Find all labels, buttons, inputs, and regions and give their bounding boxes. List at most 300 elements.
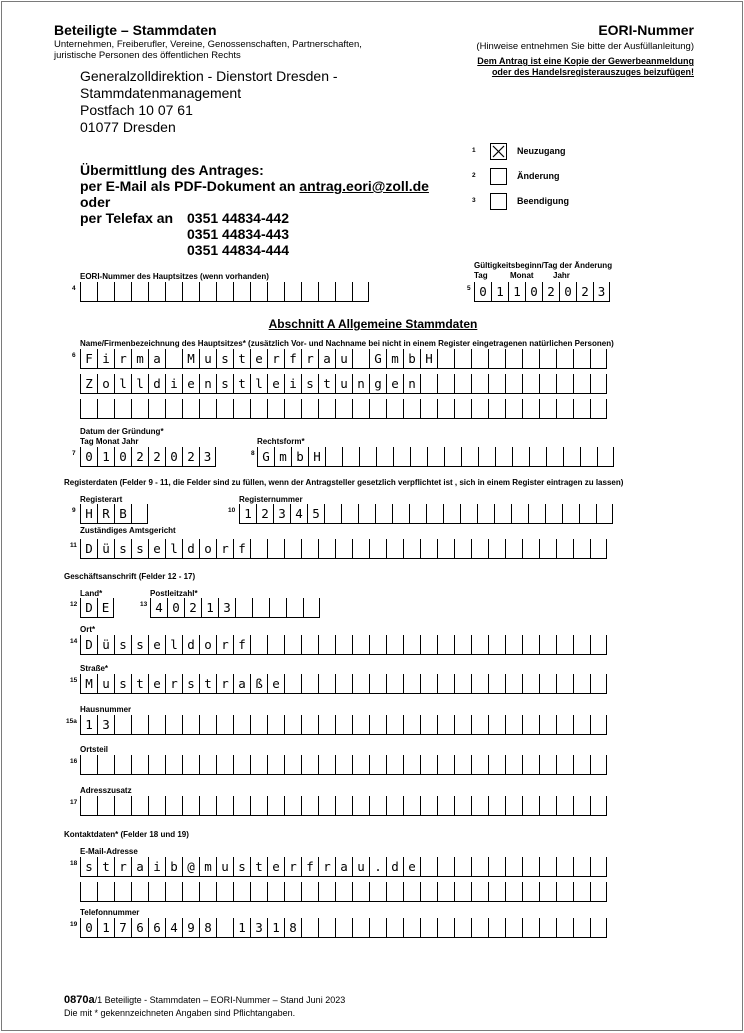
- char-box[interactable]: 4: [290, 504, 307, 523]
- char-box[interactable]: [318, 282, 335, 301]
- char-box[interactable]: [80, 282, 97, 301]
- char-box[interactable]: H: [420, 349, 437, 368]
- char-box[interactable]: r: [216, 635, 233, 654]
- char-box[interactable]: t: [131, 674, 148, 693]
- char-box[interactable]: u: [335, 349, 352, 368]
- char-box[interactable]: 1: [267, 918, 284, 937]
- char-box[interactable]: [250, 635, 267, 654]
- char-box[interactable]: [369, 882, 386, 901]
- char-box[interactable]: [216, 282, 233, 301]
- char-box[interactable]: [460, 504, 477, 523]
- char-box[interactable]: d: [182, 539, 199, 558]
- char-box[interactable]: [580, 447, 597, 466]
- char-box[interactable]: M: [182, 349, 199, 368]
- char-box[interactable]: G: [257, 447, 274, 466]
- char-box[interactable]: [573, 539, 590, 558]
- char-box[interactable]: [420, 857, 437, 876]
- char-box[interactable]: n: [352, 374, 369, 393]
- char-box[interactable]: [420, 399, 437, 418]
- char-box[interactable]: u: [199, 349, 216, 368]
- char-box[interactable]: [573, 635, 590, 654]
- char-box[interactable]: [471, 796, 488, 815]
- char-box[interactable]: [386, 715, 403, 734]
- char-box[interactable]: [556, 755, 573, 774]
- char-box[interactable]: [97, 882, 114, 901]
- char-box[interactable]: 2: [576, 282, 593, 301]
- char-box[interactable]: F: [80, 349, 97, 368]
- char-box[interactable]: [471, 349, 488, 368]
- char-box[interactable]: [556, 635, 573, 654]
- char-box[interactable]: [303, 598, 320, 617]
- char-box[interactable]: [80, 796, 97, 815]
- char-box[interactable]: [590, 796, 607, 815]
- char-box[interactable]: [318, 674, 335, 693]
- char-box[interactable]: [352, 349, 369, 368]
- char-box[interactable]: [165, 882, 182, 901]
- char-box[interactable]: [233, 755, 250, 774]
- char-box[interactable]: [369, 399, 386, 418]
- char-box[interactable]: e: [267, 674, 284, 693]
- char-box[interactable]: [199, 715, 216, 734]
- char-box[interactable]: [403, 796, 420, 815]
- char-box[interactable]: [114, 282, 131, 301]
- char-box[interactable]: [182, 399, 199, 418]
- char-box[interactable]: r: [114, 349, 131, 368]
- char-box[interactable]: 1: [233, 918, 250, 937]
- char-box[interactable]: [284, 282, 301, 301]
- char-box[interactable]: [131, 399, 148, 418]
- char-box[interactable]: [573, 755, 590, 774]
- char-box[interactable]: [539, 857, 556, 876]
- char-box[interactable]: e: [148, 635, 165, 654]
- char-box[interactable]: i: [284, 374, 301, 393]
- char-box[interactable]: [505, 349, 522, 368]
- char-box[interactable]: [505, 635, 522, 654]
- char-box[interactable]: [420, 674, 437, 693]
- char-box[interactable]: [335, 282, 352, 301]
- char-box[interactable]: t: [97, 857, 114, 876]
- char-box[interactable]: [352, 674, 369, 693]
- char-box[interactable]: r: [216, 539, 233, 558]
- char-box[interactable]: s: [233, 857, 250, 876]
- char-box[interactable]: [335, 796, 352, 815]
- char-box[interactable]: [420, 882, 437, 901]
- char-box[interactable]: [522, 715, 539, 734]
- char-box[interactable]: [233, 282, 250, 301]
- char-box[interactable]: [420, 796, 437, 815]
- char-box[interactable]: [488, 918, 505, 937]
- char-box[interactable]: [267, 755, 284, 774]
- char-box[interactable]: [488, 715, 505, 734]
- char-box[interactable]: [443, 504, 460, 523]
- field5-date-input[interactable]: [474, 282, 610, 302]
- char-box[interactable]: a: [335, 857, 352, 876]
- char-box[interactable]: [590, 755, 607, 774]
- char-box[interactable]: [131, 882, 148, 901]
- char-box[interactable]: [403, 755, 420, 774]
- field9-register-type-input[interactable]: [80, 504, 148, 524]
- char-box[interactable]: [352, 918, 369, 937]
- char-box[interactable]: [250, 282, 267, 301]
- field10-register-number-input[interactable]: [239, 504, 613, 524]
- char-box[interactable]: [539, 755, 556, 774]
- char-box[interactable]: [505, 796, 522, 815]
- char-box[interactable]: [556, 882, 573, 901]
- char-box[interactable]: [267, 796, 284, 815]
- char-box[interactable]: [352, 282, 369, 301]
- char-box[interactable]: [444, 447, 461, 466]
- char-box[interactable]: [539, 399, 556, 418]
- char-box[interactable]: [267, 715, 284, 734]
- char-box[interactable]: D: [80, 635, 97, 654]
- field16-district-input[interactable]: [80, 755, 607, 775]
- char-box[interactable]: [556, 399, 573, 418]
- char-box[interactable]: [522, 635, 539, 654]
- field17-address-addition-input[interactable]: [80, 796, 607, 816]
- char-box[interactable]: [556, 715, 573, 734]
- char-box[interactable]: [437, 674, 454, 693]
- char-box[interactable]: [386, 882, 403, 901]
- char-box[interactable]: [352, 755, 369, 774]
- char-box[interactable]: e: [267, 857, 284, 876]
- char-box[interactable]: [488, 857, 505, 876]
- char-box[interactable]: [573, 399, 590, 418]
- char-box[interactable]: .: [369, 857, 386, 876]
- char-box[interactable]: 2: [182, 447, 199, 466]
- char-box[interactable]: [590, 882, 607, 901]
- char-box[interactable]: u: [216, 857, 233, 876]
- char-box[interactable]: [471, 882, 488, 901]
- char-box[interactable]: [505, 755, 522, 774]
- char-box[interactable]: [233, 715, 250, 734]
- char-box[interactable]: [454, 539, 471, 558]
- char-box[interactable]: s: [80, 857, 97, 876]
- char-box[interactable]: [556, 349, 573, 368]
- char-box[interactable]: R: [97, 504, 114, 523]
- char-box[interactable]: [335, 674, 352, 693]
- char-box[interactable]: [369, 715, 386, 734]
- char-box[interactable]: [199, 796, 216, 815]
- char-box[interactable]: [216, 882, 233, 901]
- char-box[interactable]: 8: [199, 918, 216, 937]
- char-box[interactable]: [335, 918, 352, 937]
- char-box[interactable]: [250, 796, 267, 815]
- char-box[interactable]: [318, 796, 335, 815]
- char-box[interactable]: a: [148, 349, 165, 368]
- char-box[interactable]: [573, 857, 590, 876]
- char-box[interactable]: a: [131, 857, 148, 876]
- char-box[interactable]: [148, 796, 165, 815]
- char-box[interactable]: [403, 918, 420, 937]
- char-box[interactable]: [488, 635, 505, 654]
- field8-legal-form-input[interactable]: [257, 447, 614, 467]
- char-box[interactable]: [590, 374, 607, 393]
- char-box[interactable]: [454, 857, 471, 876]
- char-box[interactable]: [403, 635, 420, 654]
- char-box[interactable]: u: [97, 674, 114, 693]
- char-box[interactable]: [437, 918, 454, 937]
- char-box[interactable]: 2: [256, 504, 273, 523]
- char-box[interactable]: f: [233, 539, 250, 558]
- char-box[interactable]: [233, 399, 250, 418]
- char-box[interactable]: [267, 399, 284, 418]
- char-box[interactable]: [352, 539, 369, 558]
- checkbox-beendigung[interactable]: [490, 193, 507, 210]
- char-box[interactable]: [301, 755, 318, 774]
- char-box[interactable]: [284, 882, 301, 901]
- char-box[interactable]: b: [403, 349, 420, 368]
- field6-name-line-2[interactable]: [80, 374, 607, 394]
- char-box[interactable]: [352, 399, 369, 418]
- char-box[interactable]: [471, 539, 488, 558]
- char-box[interactable]: [471, 674, 488, 693]
- char-box[interactable]: 0: [559, 282, 576, 301]
- char-box[interactable]: E: [97, 598, 114, 617]
- char-box[interactable]: s: [131, 539, 148, 558]
- char-box[interactable]: l: [131, 374, 148, 393]
- char-box[interactable]: s: [301, 374, 318, 393]
- char-box[interactable]: l: [165, 539, 182, 558]
- char-box[interactable]: [420, 539, 437, 558]
- field18-email-line-1[interactable]: [80, 857, 607, 877]
- char-box[interactable]: [528, 504, 545, 523]
- char-box[interactable]: 1: [201, 598, 218, 617]
- char-box[interactable]: [539, 715, 556, 734]
- char-box[interactable]: [545, 504, 562, 523]
- char-box[interactable]: 2: [542, 282, 559, 301]
- char-box[interactable]: [471, 374, 488, 393]
- char-box[interactable]: t: [318, 374, 335, 393]
- field14-city-input[interactable]: [80, 635, 607, 655]
- char-box[interactable]: [318, 539, 335, 558]
- char-box[interactable]: [573, 715, 590, 734]
- char-box[interactable]: 4: [165, 918, 182, 937]
- char-box[interactable]: [437, 882, 454, 901]
- char-box[interactable]: 6: [131, 918, 148, 937]
- char-box[interactable]: [182, 755, 199, 774]
- char-box[interactable]: H: [308, 447, 325, 466]
- char-box[interactable]: [488, 539, 505, 558]
- char-box[interactable]: [318, 918, 335, 937]
- char-box[interactable]: [477, 504, 494, 523]
- char-box[interactable]: [573, 349, 590, 368]
- char-box[interactable]: [529, 447, 546, 466]
- char-box[interactable]: [233, 882, 250, 901]
- char-box[interactable]: [369, 635, 386, 654]
- char-box[interactable]: [286, 598, 303, 617]
- char-box[interactable]: [148, 399, 165, 418]
- char-box[interactable]: [539, 635, 556, 654]
- char-box[interactable]: 8: [284, 918, 301, 937]
- char-box[interactable]: [488, 755, 505, 774]
- char-box[interactable]: [250, 399, 267, 418]
- char-box[interactable]: [284, 796, 301, 815]
- field15a-house-number-input[interactable]: [80, 715, 607, 735]
- field13-postcode-input[interactable]: [150, 598, 320, 618]
- char-box[interactable]: [131, 715, 148, 734]
- char-box[interactable]: [427, 447, 444, 466]
- char-box[interactable]: [369, 674, 386, 693]
- char-box[interactable]: [539, 796, 556, 815]
- char-box[interactable]: [369, 796, 386, 815]
- char-box[interactable]: [505, 918, 522, 937]
- char-box[interactable]: d: [182, 635, 199, 654]
- char-box[interactable]: r: [114, 857, 131, 876]
- char-box[interactable]: l: [250, 374, 267, 393]
- char-box[interactable]: i: [165, 374, 182, 393]
- char-box[interactable]: [488, 349, 505, 368]
- char-box[interactable]: [579, 504, 596, 523]
- char-box[interactable]: [318, 635, 335, 654]
- char-box[interactable]: [375, 504, 392, 523]
- char-box[interactable]: 0: [114, 447, 131, 466]
- char-box[interactable]: 1: [97, 918, 114, 937]
- char-box[interactable]: n: [403, 374, 420, 393]
- char-box[interactable]: [403, 674, 420, 693]
- char-box[interactable]: [471, 399, 488, 418]
- char-box[interactable]: [505, 374, 522, 393]
- char-box[interactable]: [505, 857, 522, 876]
- char-box[interactable]: [454, 349, 471, 368]
- char-box[interactable]: [318, 715, 335, 734]
- char-box[interactable]: [182, 882, 199, 901]
- char-box[interactable]: [341, 504, 358, 523]
- char-box[interactable]: [522, 349, 539, 368]
- char-box[interactable]: [556, 374, 573, 393]
- char-box[interactable]: e: [182, 374, 199, 393]
- char-box[interactable]: [369, 539, 386, 558]
- char-box[interactable]: f: [284, 349, 301, 368]
- char-box[interactable]: [505, 539, 522, 558]
- char-box[interactable]: [505, 674, 522, 693]
- char-box[interactable]: @: [182, 857, 199, 876]
- char-box[interactable]: [284, 715, 301, 734]
- char-box[interactable]: f: [233, 635, 250, 654]
- char-box[interactable]: [478, 447, 495, 466]
- char-box[interactable]: [165, 399, 182, 418]
- char-box[interactable]: [590, 349, 607, 368]
- char-box[interactable]: u: [335, 374, 352, 393]
- char-box[interactable]: [325, 447, 342, 466]
- char-box[interactable]: 3: [593, 282, 610, 301]
- char-box[interactable]: [114, 796, 131, 815]
- char-box[interactable]: e: [267, 374, 284, 393]
- char-box[interactable]: [590, 715, 607, 734]
- char-box[interactable]: e: [386, 374, 403, 393]
- char-box[interactable]: [454, 796, 471, 815]
- char-box[interactable]: [250, 539, 267, 558]
- char-box[interactable]: [131, 282, 148, 301]
- char-box[interactable]: 0: [80, 447, 97, 466]
- char-box[interactable]: o: [199, 539, 216, 558]
- char-box[interactable]: [352, 715, 369, 734]
- char-box[interactable]: [590, 635, 607, 654]
- char-box[interactable]: f: [301, 857, 318, 876]
- char-box[interactable]: [386, 796, 403, 815]
- char-box[interactable]: r: [165, 674, 182, 693]
- char-box[interactable]: [114, 715, 131, 734]
- char-box[interactable]: [369, 755, 386, 774]
- char-box[interactable]: [573, 374, 590, 393]
- char-box[interactable]: [505, 882, 522, 901]
- char-box[interactable]: 2: [148, 447, 165, 466]
- char-box[interactable]: [335, 539, 352, 558]
- char-box[interactable]: [131, 504, 148, 523]
- char-box[interactable]: [235, 598, 252, 617]
- char-box[interactable]: 4: [150, 598, 167, 617]
- char-box[interactable]: [199, 882, 216, 901]
- char-box[interactable]: [562, 504, 579, 523]
- char-box[interactable]: [511, 504, 528, 523]
- char-box[interactable]: [301, 674, 318, 693]
- char-box[interactable]: 3: [218, 598, 235, 617]
- char-box[interactable]: [522, 399, 539, 418]
- char-box[interactable]: 1: [239, 504, 256, 523]
- char-box[interactable]: [318, 755, 335, 774]
- char-box[interactable]: [267, 882, 284, 901]
- char-box[interactable]: [148, 882, 165, 901]
- char-box[interactable]: [539, 349, 556, 368]
- char-box[interactable]: B: [114, 504, 131, 523]
- char-box[interactable]: [97, 755, 114, 774]
- char-box[interactable]: o: [199, 635, 216, 654]
- char-box[interactable]: [392, 504, 409, 523]
- char-box[interactable]: [410, 447, 427, 466]
- char-box[interactable]: l: [165, 635, 182, 654]
- char-box[interactable]: [522, 374, 539, 393]
- char-box[interactable]: [216, 796, 233, 815]
- char-box[interactable]: r: [284, 857, 301, 876]
- char-box[interactable]: 0: [165, 447, 182, 466]
- char-box[interactable]: [148, 282, 165, 301]
- char-box[interactable]: s: [182, 674, 199, 693]
- char-box[interactable]: [488, 674, 505, 693]
- char-box[interactable]: [216, 399, 233, 418]
- char-box[interactable]: [597, 447, 614, 466]
- char-box[interactable]: a: [233, 674, 250, 693]
- char-box[interactable]: G: [369, 349, 386, 368]
- char-box[interactable]: [590, 674, 607, 693]
- char-box[interactable]: ü: [97, 635, 114, 654]
- char-box[interactable]: d: [386, 857, 403, 876]
- char-box[interactable]: [182, 715, 199, 734]
- char-box[interactable]: 0: [525, 282, 542, 301]
- char-box[interactable]: [522, 539, 539, 558]
- char-box[interactable]: [250, 715, 267, 734]
- char-box[interactable]: [301, 715, 318, 734]
- checkbox-neuzugang[interactable]: [490, 143, 507, 160]
- char-box[interactable]: [590, 539, 607, 558]
- char-box[interactable]: [471, 857, 488, 876]
- char-box[interactable]: [403, 539, 420, 558]
- char-box[interactable]: [199, 282, 216, 301]
- char-box[interactable]: D: [80, 598, 97, 617]
- char-box[interactable]: [301, 918, 318, 937]
- char-box[interactable]: [199, 399, 216, 418]
- char-box[interactable]: [318, 399, 335, 418]
- char-box[interactable]: [556, 674, 573, 693]
- char-box[interactable]: t: [199, 674, 216, 693]
- char-box[interactable]: [301, 282, 318, 301]
- char-box[interactable]: e: [250, 349, 267, 368]
- char-box[interactable]: e: [403, 857, 420, 876]
- char-box[interactable]: [148, 715, 165, 734]
- char-box[interactable]: [471, 918, 488, 937]
- char-box[interactable]: [182, 282, 199, 301]
- char-box[interactable]: n: [199, 374, 216, 393]
- char-box[interactable]: r: [216, 674, 233, 693]
- char-box[interactable]: [165, 755, 182, 774]
